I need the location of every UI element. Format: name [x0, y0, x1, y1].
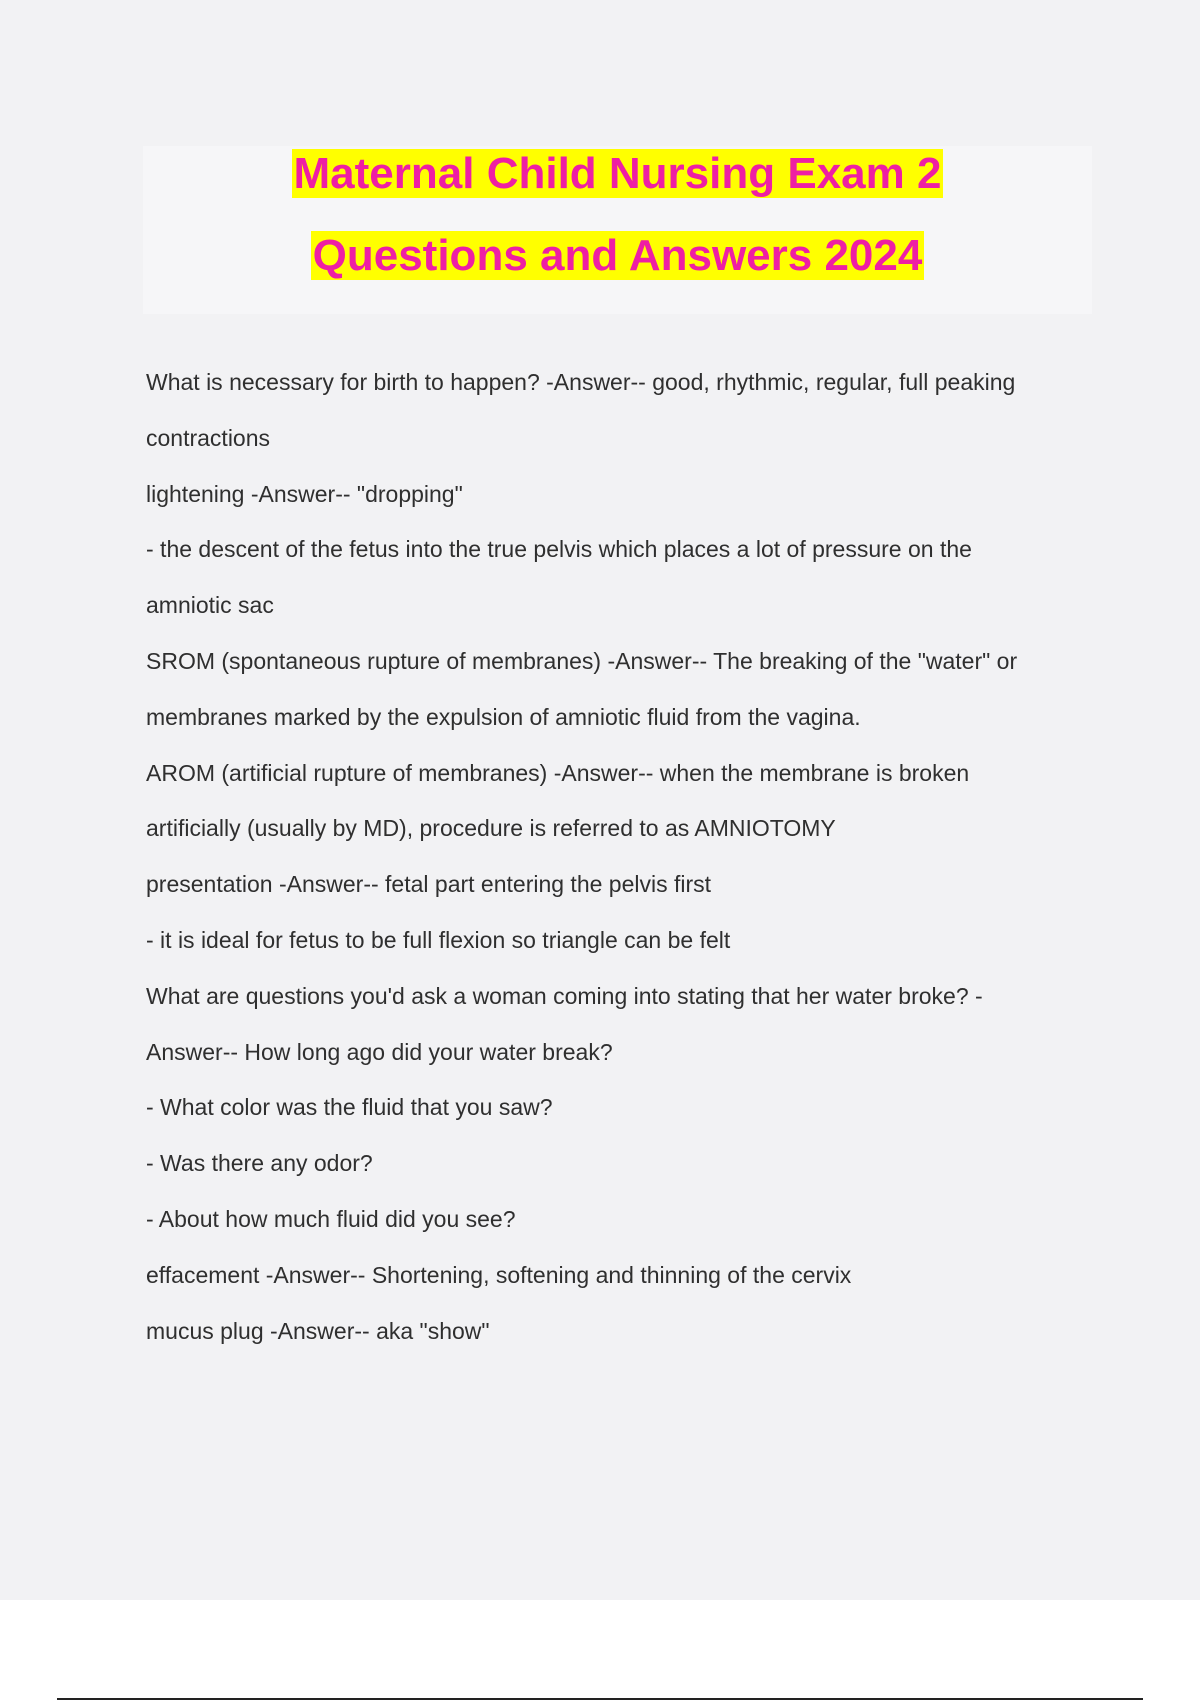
- text-line: contractions: [146, 424, 271, 451]
- text-line: - What color was the fluid that you saw?: [146, 1094, 553, 1121]
- text-line: lightening -Answer-- "dropping": [146, 480, 463, 507]
- text-line: - it is ideal for fetus to be full flexion so triangle can be felt: [146, 926, 731, 953]
- text-line: - the descent of the fetus into the true pelvis which places a lot of pressure on the: [146, 536, 972, 563]
- text-line: effacement -Answer-- Shortening, softening and thinning of the cervix: [146, 1261, 852, 1288]
- text-line: Answer-- How long ago did your water break?: [146, 1038, 613, 1065]
- text-line: artificially (usually by MD), procedure is referred to as AMNIOTOMY: [146, 815, 836, 842]
- title-block: [143, 146, 1092, 314]
- text-line: presentation -Answer-- fetal part entering the pelvis first: [146, 871, 712, 898]
- text-line: membranes marked by the expulsion of amniotic fluid from the vagina.: [146, 703, 861, 730]
- text-line: mucus plug -Answer-- aka "show": [146, 1317, 490, 1344]
- text-line: What is necessary for birth to happen? -Answer-- good, rhythmic, regular, full peaking: [146, 369, 1016, 395]
- text-line: SROM (spontaneous rupture of membranes) -Answer-- The breaking of the "water" or: [146, 647, 1018, 674]
- text-line: What are questions you'd ask a woman coming into stating that her water broke? -: [146, 982, 983, 1009]
- text-line: - Was there any odor?: [146, 1150, 373, 1177]
- text-line: AROM (artificial rupture of membranes) -Answer-- when the membrane is broken: [146, 759, 970, 786]
- title-highlight-2: Questions and Answers 2024: [312, 231, 923, 280]
- document-title-line-2: [143, 228, 1092, 284]
- text-line: amniotic sac: [146, 592, 274, 619]
- title-highlight-1: Maternal Child Nursing Exam 2: [293, 149, 942, 198]
- text-line: - About how much fluid did you see?: [146, 1205, 516, 1232]
- document-title-line-1: [143, 146, 1092, 202]
- document-body: [146, 356, 1106, 1360]
